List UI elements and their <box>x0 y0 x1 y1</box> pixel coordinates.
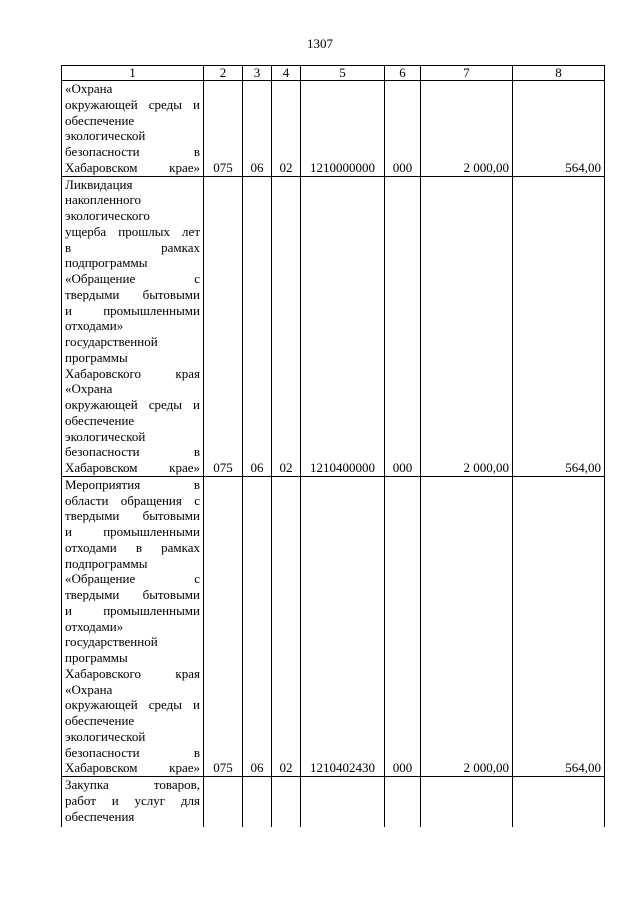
row-name-line: Хабаровском крае» <box>65 760 200 776</box>
row-name-line: окружающей среды и <box>65 96 200 112</box>
subsection-cell <box>272 777 301 828</box>
table-row <box>62 777 605 828</box>
row-name-line: ущерба прошлых лет <box>65 223 200 239</box>
column-header: 4 <box>272 66 301 81</box>
row-name-line: отходами» <box>65 318 124 334</box>
row-name-line: обеспечение <box>65 112 135 128</box>
row-name-line: области обращения с <box>65 492 200 508</box>
row-name-line: Хабаровского края <box>65 365 200 381</box>
column-header: 3 <box>243 66 272 81</box>
row-name-line: обеспечение <box>65 412 135 428</box>
column-header: 2 <box>204 66 243 81</box>
page-number: 1307 <box>307 36 333 51</box>
subsection-cell: 02 <box>272 476 301 776</box>
expense-type-cell: 000 <box>385 176 421 476</box>
amount-col8-cell <box>513 777 605 828</box>
row-name-line: окружающей среды и <box>65 697 200 713</box>
section-cell: 06 <box>243 176 272 476</box>
amount-col8-cell: 564,00 <box>513 476 605 776</box>
budget-table <box>61 65 605 827</box>
row-name-line: отходами в рамках <box>65 539 200 555</box>
row-name-line: «Охрана <box>65 81 113 96</box>
expense-type-cell: 000 <box>385 81 421 177</box>
row-name-line: работ и услуг для <box>65 792 200 808</box>
row-name-line: «Обращение с <box>65 271 200 286</box>
target-code-cell: 1210000000 <box>301 81 385 177</box>
row-name-line: Закупка товаров, <box>65 777 200 792</box>
table-row <box>62 476 605 776</box>
row-name-line: безопасности в <box>65 444 200 460</box>
subsection-cell: 02 <box>272 81 301 177</box>
row-name-cell <box>62 176 204 476</box>
row-name-line: экологической <box>65 128 146 144</box>
row-name-line: твердыми бытовыми <box>65 508 200 524</box>
row-name-line: «Охрана <box>65 681 113 697</box>
row-name-line: Мероприятия в <box>65 476 200 492</box>
row-name-line: безопасности в <box>65 144 200 159</box>
row-name-line: и промышленными <box>65 302 200 318</box>
column-header: 6 <box>385 66 421 81</box>
row-name-line: безопасности в <box>65 744 200 760</box>
amount-col7-cell <box>421 777 513 828</box>
column-header: 8 <box>513 66 605 81</box>
row-name-line: «Обращение с <box>65 571 200 587</box>
row-name-line: Хабаровского края <box>65 665 200 681</box>
row-name-line: государственной <box>65 634 158 650</box>
table-row <box>62 81 605 177</box>
row-name-line: окружающей среды и <box>65 397 200 412</box>
expense-type-cell: 000 <box>385 476 421 776</box>
row-name-line: экологической <box>65 428 146 444</box>
row-name-line: твердыми бытовыми <box>65 286 200 302</box>
admin-code-cell <box>204 777 243 828</box>
row-name-line: и промышленными <box>65 524 200 539</box>
row-name-line: экологического <box>65 208 150 223</box>
row-name-line: обеспечения <box>65 808 135 824</box>
target-code-cell: 1210402430 <box>301 476 385 776</box>
subsection-cell: 02 <box>272 176 301 476</box>
row-name-line: и промышленными <box>65 602 200 618</box>
section-cell <box>243 777 272 828</box>
target-code-cell <box>301 777 385 828</box>
section-cell: 06 <box>243 476 272 776</box>
row-name-line: твердыми бытовыми <box>65 587 200 602</box>
amount-col8-cell: 564,00 <box>513 81 605 177</box>
row-name-line: подпрограммы <box>65 555 148 571</box>
amount-col7-cell: 2 000,00 <box>421 176 513 476</box>
row-name-line: государственной <box>65 334 158 349</box>
row-name-line: программы <box>65 349 128 365</box>
column-header: 7 <box>421 66 513 81</box>
column-header: 1 <box>62 66 204 81</box>
row-name-line: в рамках <box>65 239 200 255</box>
expense-type-cell <box>385 777 421 828</box>
amount-col8-cell: 564,00 <box>513 176 605 476</box>
target-code-cell: 1210400000 <box>301 176 385 476</box>
row-name-line: обеспечение <box>65 713 135 728</box>
column-header: 5 <box>301 66 385 81</box>
admin-code-cell: 075 <box>204 176 243 476</box>
row-name-line: подпрограммы <box>65 255 148 271</box>
table-header-row <box>62 66 605 81</box>
admin-code-cell: 075 <box>204 476 243 776</box>
row-name-cell <box>62 81 204 177</box>
row-name-line: Ликвидация <box>65 176 133 192</box>
row-name-line: «Охрана <box>65 381 113 397</box>
amount-col7-cell: 2 000,00 <box>421 81 513 177</box>
row-name-line: отходами» <box>65 618 124 634</box>
section-cell: 06 <box>243 81 272 177</box>
row-name-line: Хабаровском крае» <box>65 159 200 175</box>
amount-col7-cell: 2 000,00 <box>421 476 513 776</box>
row-name-line: экологической <box>65 728 146 744</box>
row-name-cell <box>62 476 204 776</box>
row-name-line: Хабаровском крае» <box>65 460 200 475</box>
row-name-line: накопленного <box>65 192 142 208</box>
row-name-cell <box>62 777 204 828</box>
table-row <box>62 176 605 476</box>
admin-code-cell: 075 <box>204 81 243 177</box>
row-name-line: программы <box>65 650 128 665</box>
